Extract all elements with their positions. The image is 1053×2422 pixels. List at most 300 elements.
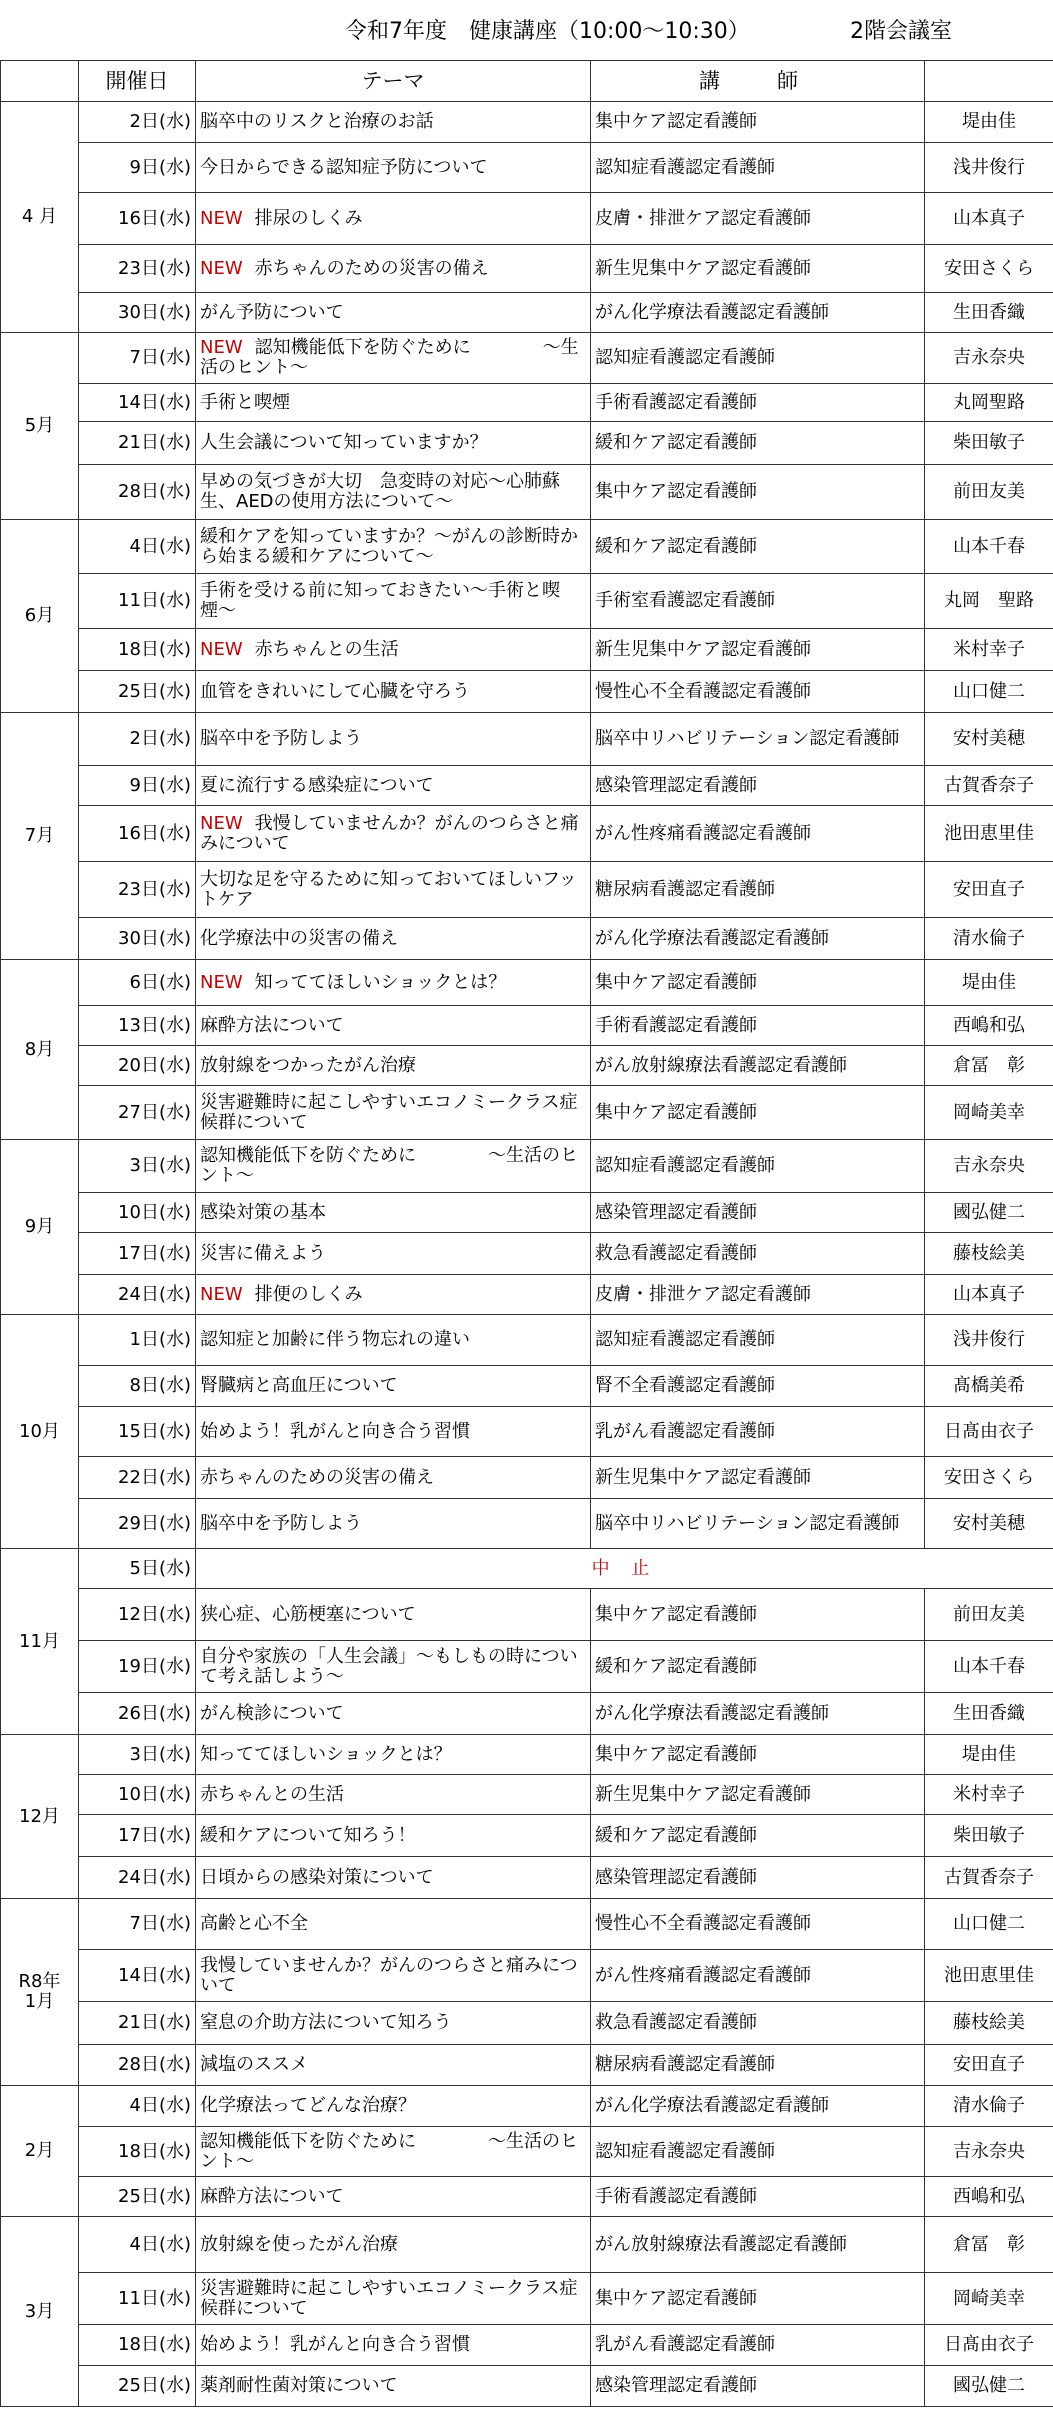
date-cell: 21日(水) — [79, 422, 196, 465]
date-cell: 12日(水) — [79, 1589, 196, 1641]
theme-cell — [196, 806, 591, 862]
title-row — [0, 0, 1053, 60]
date-cell: 30日(水) — [79, 293, 196, 333]
date-cell: 10日(水) — [79, 1193, 196, 1233]
lecturer-name-cell: 西嶋和弘 — [925, 2177, 1053, 2217]
date-cell: 25日(水) — [79, 671, 196, 713]
lecturer-name-cell: 柴田敏子 — [925, 422, 1053, 465]
lecturer-role-cell: 認知症看護認定看護師 — [591, 143, 925, 193]
lecturer-name-cell: 山口健二 — [925, 671, 1053, 713]
theme-cell — [196, 629, 591, 671]
date-cell: 24日(水) — [79, 1857, 196, 1899]
table-row — [1, 1735, 1053, 1775]
theme-cell — [196, 1140, 591, 1193]
month-cell: 10月 — [1, 1315, 79, 1549]
theme-cell — [196, 1046, 591, 1086]
lecturer-name-cell: 米村幸子 — [925, 1775, 1053, 1815]
lecturer-role-cell: 救急看護認定看護師 — [591, 2002, 925, 2045]
theme-cell — [196, 333, 591, 384]
theme-cell — [196, 766, 591, 806]
lecturer-name-cell: 藤枝絵美 — [925, 1233, 1053, 1275]
theme-cell — [196, 465, 591, 520]
lecturer-role-cell: 脳卒中リハビリテーション認定看護師 — [591, 713, 925, 766]
date-cell: 25日(水) — [79, 2177, 196, 2217]
date-cell: 28日(水) — [79, 465, 196, 520]
date-cell: 2日(水) — [79, 713, 196, 766]
table-row — [1, 1775, 1053, 1815]
schedule-table — [0, 60, 1053, 2407]
theme-cell — [196, 1315, 591, 1366]
lecturer-name-cell: 浅井俊行 — [925, 143, 1053, 193]
table-row — [1, 2045, 1053, 2086]
lecturer-role-cell: 緩和ケア認定看護師 — [591, 422, 925, 465]
theme-text: 夏に流行する感染症について — [200, 774, 434, 796]
theme-text: がん予防について — [200, 301, 344, 323]
date-cell: 17日(水) — [79, 1233, 196, 1275]
lecturer-name-cell: 山本真子 — [925, 1275, 1053, 1315]
theme-cell — [196, 960, 591, 1006]
new-badge: NEW — [200, 337, 243, 358]
lecturer-role-cell: 救急看護認定看護師 — [591, 1233, 925, 1275]
date-cell: 9日(水) — [79, 143, 196, 193]
theme-text: 放射線をつかったがん治療 — [200, 1054, 416, 1076]
lecturer-role-cell: 集中ケア認定看護師 — [591, 2273, 925, 2325]
theme-text: 脳卒中を予防しよう — [200, 728, 362, 749]
table-row — [1, 1275, 1053, 1315]
lecturer-role-cell: 集中ケア認定看護師 — [591, 960, 925, 1006]
lecturer-name-cell: 前田友美 — [925, 1589, 1053, 1641]
lecturer-name-cell: 丸岡 聖路 — [925, 574, 1053, 629]
theme-text: 高齢と心不全 — [200, 1913, 308, 1934]
lecturer-role-cell: がん性疼痛看護認定看護師 — [591, 1950, 925, 2002]
lecturer-name-cell: 堤由佳 — [925, 102, 1053, 143]
table-row — [1, 384, 1053, 422]
theme-cell — [196, 1857, 591, 1899]
lecturer-role-cell: 感染管理認定看護師 — [591, 766, 925, 806]
lecturer-role-cell: 手術看護認定看護師 — [591, 2177, 925, 2217]
lecturer-role-cell: 脳卒中リハビリテーション認定看護師 — [591, 1499, 925, 1549]
theme-cell — [196, 1693, 591, 1735]
theme-cell — [196, 2325, 591, 2366]
new-badge: NEW — [200, 257, 243, 279]
lecturer-role-cell: 糖尿病看護認定看護師 — [591, 862, 925, 918]
theme-cell — [196, 1407, 591, 1457]
theme-text: 麻酔方法について — [200, 2185, 344, 2207]
table-row — [1, 1641, 1053, 1693]
theme-cell — [196, 2086, 591, 2127]
theme-text: 薬剤耐性菌対策について — [200, 2375, 398, 2396]
lecturer-name-cell: 安田さくら — [925, 245, 1053, 293]
theme-text: 自分や家族の「人生会議」〜もしもの時について考え話しよう〜 — [200, 1645, 578, 1687]
lecturer-name-cell: 安田さくら — [925, 1457, 1053, 1499]
month-cell: 2月 — [1, 2086, 79, 2217]
theme-text: 認知機能低下を防ぐために 〜生活のヒント〜 — [200, 2130, 578, 2172]
date-cell: 4日(水) — [79, 2086, 196, 2127]
table-row — [1, 1950, 1053, 2002]
date-cell: 18日(水) — [79, 2325, 196, 2366]
theme-cell — [196, 671, 591, 713]
table-row — [1, 1086, 1053, 1140]
theme-text: 知っててほしいショックとは？ — [254, 971, 507, 993]
theme-cell — [196, 1193, 591, 1233]
lecturer-role-cell: がん化学療法看護認定看護師 — [591, 293, 925, 333]
theme-cell — [196, 143, 591, 193]
lecturer-role-cell: 認知症看護認定看護師 — [591, 1315, 925, 1366]
theme-text: 人生会議について知っていますか？ — [200, 432, 488, 453]
month-cell: 9月 — [1, 1140, 79, 1315]
theme-text: 認知機能低下を防ぐために 〜生活のヒント〜 — [200, 337, 579, 378]
lecturer-role-cell: 慢性心不全看護認定看護師 — [591, 1899, 925, 1950]
theme-cell — [196, 102, 591, 143]
new-badge: NEW — [200, 638, 243, 660]
table-row — [1, 671, 1053, 713]
theme-cell — [196, 293, 591, 333]
date-cell: 14日(水) — [79, 1950, 196, 2002]
venue-label: 2階会議室 — [850, 19, 952, 44]
theme-text: 麻酔方法について — [200, 1014, 344, 1036]
theme-text: 排便のしくみ — [254, 1283, 363, 1305]
theme-text: 始めよう！乳がんと向き合う習慣 — [200, 2334, 470, 2355]
header-theme: テーマ — [196, 61, 591, 102]
theme-text: 始めよう！乳がんと向き合う習慣 — [200, 1420, 470, 1442]
date-cell: 16日(水) — [79, 806, 196, 862]
date-cell: 2日(水) — [79, 102, 196, 143]
table-row — [1, 293, 1053, 333]
theme-cell — [196, 1233, 591, 1275]
lecturer-name-cell: 國弘健二 — [925, 1193, 1053, 1233]
theme-text: 手術と喫煙 — [200, 391, 290, 413]
lecturer-name-cell: 安田直子 — [925, 2045, 1053, 2086]
month-cell: 8月 — [1, 960, 79, 1140]
date-cell: 5日(水) — [79, 1549, 196, 1589]
table-row — [1, 2273, 1053, 2325]
lecturer-name-cell: 生田香織 — [925, 293, 1053, 333]
lecturer-role-cell: 集中ケア認定看護師 — [591, 102, 925, 143]
date-cell: 9日(水) — [79, 766, 196, 806]
theme-cell — [196, 1950, 591, 2002]
theme-text: 狭心症、心筋梗塞について — [200, 1603, 416, 1625]
theme-cell — [196, 384, 591, 422]
lecturer-role-cell: 緩和ケア認定看護師 — [591, 1815, 925, 1857]
lecturer-role-cell: 集中ケア認定看護師 — [591, 1735, 925, 1775]
page-title: 令和7年度 健康講座（10:00〜10:30） — [345, 19, 750, 44]
new-badge: NEW — [200, 207, 243, 229]
month-cell: 11月 — [1, 1549, 79, 1735]
theme-text: 今日からできる認知症予防について — [200, 156, 488, 178]
date-cell: 23日(水) — [79, 862, 196, 918]
theme-cell — [196, 520, 591, 574]
date-cell: 1日(水) — [79, 1315, 196, 1366]
date-cell: 24日(水) — [79, 1275, 196, 1315]
date-cell: 3日(水) — [79, 1735, 196, 1775]
header-month-cell — [1, 61, 79, 102]
table-row — [1, 862, 1053, 918]
lecturer-name-cell: 山本真子 — [925, 193, 1053, 245]
lecturer-role-cell: 感染管理認定看護師 — [591, 1857, 925, 1899]
theme-text: 大切な足を守るために知っておいてほしいフットケア — [200, 868, 577, 910]
theme-text: 赤ちゃんとの生活 — [254, 638, 399, 660]
month-cell: 5月 — [1, 333, 79, 520]
lecturer-name-cell: 吉永奈央 — [925, 1140, 1053, 1193]
lecturer-name-cell: 吉永奈央 — [925, 2127, 1053, 2177]
lecturer-name-cell: 安田直子 — [925, 862, 1053, 918]
table-row — [1, 1006, 1053, 1046]
lecturer-name-cell: 生田香織 — [925, 1693, 1053, 1735]
table-row — [1, 1046, 1053, 1086]
lecturer-name-cell: 山口健二 — [925, 1899, 1053, 1950]
lecturer-name-cell: 池田恵里佳 — [925, 1950, 1053, 2002]
lecturer-name-cell: 吉永奈央 — [925, 333, 1053, 384]
table-row — [1, 1315, 1053, 1366]
table-row — [1, 766, 1053, 806]
theme-text: 早めの気づきが大切 急変時の対応〜心肺蘇生、AEDの使用方法について〜 — [200, 471, 560, 512]
theme-cell — [196, 1641, 591, 1693]
header-date: 開催日 — [79, 61, 196, 102]
table-row — [1, 1549, 1053, 1589]
table-row — [1, 520, 1053, 574]
theme-cell — [196, 1457, 591, 1499]
table-row — [1, 1233, 1053, 1275]
theme-text: 緩和ケアについて知ろう！ — [200, 1824, 416, 1846]
date-cell: 4日(水) — [79, 2217, 196, 2273]
date-cell: 7日(水) — [79, 1899, 196, 1950]
table-row — [1, 1499, 1053, 1549]
date-cell: 30日(水) — [79, 918, 196, 960]
lecturer-role-cell: がん化学療法看護認定看護師 — [591, 1693, 925, 1735]
table-row — [1, 806, 1053, 862]
lecturer-role-cell: 緩和ケア認定看護師 — [591, 520, 925, 574]
theme-cell — [196, 1589, 591, 1641]
lecturer-role-cell: 手術看護認定看護師 — [591, 1006, 925, 1046]
date-cell: 21日(水) — [79, 2002, 196, 2045]
lecturer-role-cell: 認知症看護認定看護師 — [591, 1140, 925, 1193]
lecturer-name-cell: 髙橋美希 — [925, 1366, 1053, 1407]
table-row — [1, 465, 1053, 520]
month-cell: 7月 — [1, 713, 79, 960]
theme-text: 手術を受ける前に知っておきたい〜手術と喫煙〜 — [200, 580, 560, 621]
date-cell: 22日(水) — [79, 1457, 196, 1499]
table-row — [1, 1815, 1053, 1857]
date-cell: 11日(水) — [79, 574, 196, 629]
theme-text: 災害避難時に起こしやすいエコノミークラス症候群について — [200, 1091, 578, 1133]
date-cell: 13日(水) — [79, 1006, 196, 1046]
table-row — [1, 1457, 1053, 1499]
lecturer-role-cell: がん化学療法看護認定看護師 — [591, 2086, 925, 2127]
table-row — [1, 918, 1053, 960]
theme-text: 排尿のしくみ — [254, 207, 363, 229]
lecturer-name-cell: 前田友美 — [925, 465, 1053, 520]
table-row — [1, 422, 1053, 465]
table-row — [1, 143, 1053, 193]
date-cell: 3日(水) — [79, 1140, 196, 1193]
theme-text: 血管をきれいにして心臓を守ろう — [200, 680, 470, 702]
theme-text: 我慢していませんか？がんのつらさと痛みについて — [200, 1954, 578, 1996]
header-row — [1, 61, 1053, 102]
lecturer-role-cell: がん放射線療法看護認定看護師 — [591, 2217, 925, 2273]
theme-cell — [196, 2002, 591, 2045]
date-cell: 27日(水) — [79, 1086, 196, 1140]
theme-text: 脳卒中のリスクと治療のお話 — [200, 111, 434, 132]
lecturer-name-cell: 日髙由衣子 — [925, 1407, 1053, 1457]
lecturer-name-cell: 丸岡聖路 — [925, 384, 1053, 422]
lecturer-role-cell: 新生児集中ケア認定看護師 — [591, 1457, 925, 1499]
theme-text: 我慢していませんか？がんのつらさと痛みについて — [200, 812, 579, 854]
table-row — [1, 2086, 1053, 2127]
month-cell: 4 月 — [1, 102, 79, 333]
theme-cell — [196, 862, 591, 918]
theme-cell — [196, 1815, 591, 1857]
lecturer-role-cell: 新生児集中ケア認定看護師 — [591, 629, 925, 671]
lecturer-name-cell: 池田恵里佳 — [925, 806, 1053, 862]
date-cell: 17日(水) — [79, 1815, 196, 1857]
header-lecturer: 講 師 — [591, 61, 925, 102]
lecturer-name-cell: 古賀香奈子 — [925, 1857, 1053, 1899]
theme-cell — [196, 2127, 591, 2177]
lecturer-role-cell: 集中ケア認定看護師 — [591, 1589, 925, 1641]
lecturer-name-cell: 古賀香奈子 — [925, 766, 1053, 806]
month-cell: 12月 — [1, 1735, 79, 1899]
lecturer-name-cell: 浅井俊行 — [925, 1315, 1053, 1366]
date-cell: 19日(水) — [79, 1641, 196, 1693]
lecturer-name-cell: 柴田敏子 — [925, 1815, 1053, 1857]
lecturer-name-cell: 安村美穂 — [925, 713, 1053, 766]
theme-cell — [196, 918, 591, 960]
table-row — [1, 629, 1053, 671]
table-row — [1, 1140, 1053, 1193]
lecturer-name-cell: 國弘健二 — [925, 2366, 1053, 2407]
month-cell: R8年 1月 — [1, 1899, 79, 2086]
cancelled-cell: 中 止 — [196, 1549, 1053, 1589]
table-row — [1, 2002, 1053, 2045]
theme-cell — [196, 1775, 591, 1815]
theme-text: 緩和ケアを知っていますか？〜がんの診断時から始まる緩和ケアについて〜 — [200, 525, 578, 567]
lecturer-role-cell: 新生児集中ケア認定看護師 — [591, 245, 925, 293]
lecturer-role-cell: 手術看護認定看護師 — [591, 384, 925, 422]
lecturer-role-cell: 認知症看護認定看護師 — [591, 333, 925, 384]
date-cell: 25日(水) — [79, 2366, 196, 2407]
table-row — [1, 574, 1053, 629]
theme-cell — [196, 193, 591, 245]
lecturer-role-cell: がん化学療法看護認定看護師 — [591, 918, 925, 960]
theme-cell — [196, 1086, 591, 1140]
date-cell: 10日(水) — [79, 1775, 196, 1815]
lecturer-role-cell: 皮膚・排泄ケア認定看護師 — [591, 193, 925, 245]
new-badge: NEW — [200, 812, 243, 834]
lecturer-role-cell: 慢性心不全看護認定看護師 — [591, 671, 925, 713]
header-name-cell — [925, 61, 1053, 102]
lecturer-name-cell: 清水倫子 — [925, 918, 1053, 960]
lecturer-name-cell: 藤枝絵美 — [925, 2002, 1053, 2045]
lecturer-role-cell: がん性疼痛看護認定看護師 — [591, 806, 925, 862]
theme-cell — [196, 2217, 591, 2273]
lecturer-name-cell: 山本千春 — [925, 520, 1053, 574]
table-row — [1, 1693, 1053, 1735]
table-row — [1, 1407, 1053, 1457]
theme-text: 日頃からの感染対策について — [200, 1866, 434, 1888]
date-cell: 11日(水) — [79, 2273, 196, 2325]
date-cell: 16日(水) — [79, 193, 196, 245]
theme-cell — [196, 2045, 591, 2086]
theme-text: 災害に備えよう — [200, 1242, 326, 1264]
table-row — [1, 1857, 1053, 1899]
date-cell: 15日(水) — [79, 1407, 196, 1457]
theme-text: 赤ちゃんのための災害の備え — [254, 257, 489, 279]
new-badge: NEW — [200, 971, 243, 993]
date-cell: 26日(水) — [79, 1693, 196, 1735]
theme-text: 放射線を使ったがん治療 — [200, 2233, 398, 2255]
theme-cell — [196, 245, 591, 293]
theme-cell — [196, 422, 591, 465]
theme-cell — [196, 2273, 591, 2325]
lecturer-role-cell: 乳がん看護認定看護師 — [591, 2325, 925, 2366]
table-row — [1, 713, 1053, 766]
lecturer-role-cell: 認知症看護認定看護師 — [591, 2127, 925, 2177]
lecturer-name-cell: 堤由佳 — [925, 960, 1053, 1006]
theme-cell — [196, 574, 591, 629]
lecturer-role-cell: 集中ケア認定看護師 — [591, 465, 925, 520]
lecturer-name-cell: 安村美穂 — [925, 1499, 1053, 1549]
month-cell: 6月 — [1, 520, 79, 713]
date-cell: 8日(水) — [79, 1366, 196, 1407]
theme-text: 化学療法ってどんな治療？ — [200, 2095, 416, 2116]
lecturer-role-cell: 乳がん看護認定看護師 — [591, 1407, 925, 1457]
theme-cell — [196, 2177, 591, 2217]
date-cell: 4日(水) — [79, 520, 196, 574]
lecturer-role-cell: 手術室看護認定看護師 — [591, 574, 925, 629]
table-row — [1, 2325, 1053, 2366]
lecturer-role-cell: 新生児集中ケア認定看護師 — [591, 1775, 925, 1815]
date-cell: 7日(水) — [79, 333, 196, 384]
date-cell: 20日(水) — [79, 1046, 196, 1086]
lecturer-role-cell: 緩和ケア認定看護師 — [591, 1641, 925, 1693]
lecturer-name-cell: 倉冨 彰 — [925, 2217, 1053, 2273]
theme-cell — [196, 1275, 591, 1315]
table-row — [1, 1589, 1053, 1641]
lecturer-role-cell: 感染管理認定看護師 — [591, 1193, 925, 1233]
lecturer-role-cell: 集中ケア認定看護師 — [591, 1086, 925, 1140]
date-cell: 28日(水) — [79, 2045, 196, 2086]
table-row — [1, 2217, 1053, 2273]
table-row — [1, 960, 1053, 1006]
theme-text: 感染対策の基本 — [200, 1201, 326, 1223]
theme-text: 認知機能低下を防ぐために 〜生活のヒント〜 — [200, 1145, 578, 1186]
theme-text: 赤ちゃんのための災害の備え — [200, 1466, 434, 1488]
table-row — [1, 245, 1053, 293]
theme-text: 認知症と加齢に伴う物忘れの違い — [200, 1329, 470, 1350]
table-row — [1, 333, 1053, 384]
table-row — [1, 102, 1053, 143]
lecturer-name-cell: 岡崎美幸 — [925, 2273, 1053, 2325]
theme-text: 窒息の介助方法について知ろう — [200, 2012, 452, 2033]
date-cell: 6日(水) — [79, 960, 196, 1006]
theme-cell — [196, 1499, 591, 1549]
theme-text: 知っててほしいショックとは？ — [200, 1743, 452, 1765]
theme-cell — [196, 713, 591, 766]
lecturer-name-cell: 堤由佳 — [925, 1735, 1053, 1775]
lecturer-name-cell: 西嶋和弘 — [925, 1006, 1053, 1046]
lecturer-role-cell: 腎不全看護認定看護師 — [591, 1366, 925, 1407]
theme-cell — [196, 2366, 591, 2407]
date-cell: 29日(水) — [79, 1499, 196, 1549]
theme-text: 災害避難時に起こしやすいエコノミークラス症候群について — [200, 2277, 578, 2319]
lecturer-name-cell: 清水倫子 — [925, 2086, 1053, 2127]
table-row — [1, 193, 1053, 245]
theme-cell — [196, 1006, 591, 1046]
theme-cell — [196, 1899, 591, 1950]
date-cell: 14日(水) — [79, 384, 196, 422]
table-row — [1, 2127, 1053, 2177]
date-cell: 18日(水) — [79, 629, 196, 671]
